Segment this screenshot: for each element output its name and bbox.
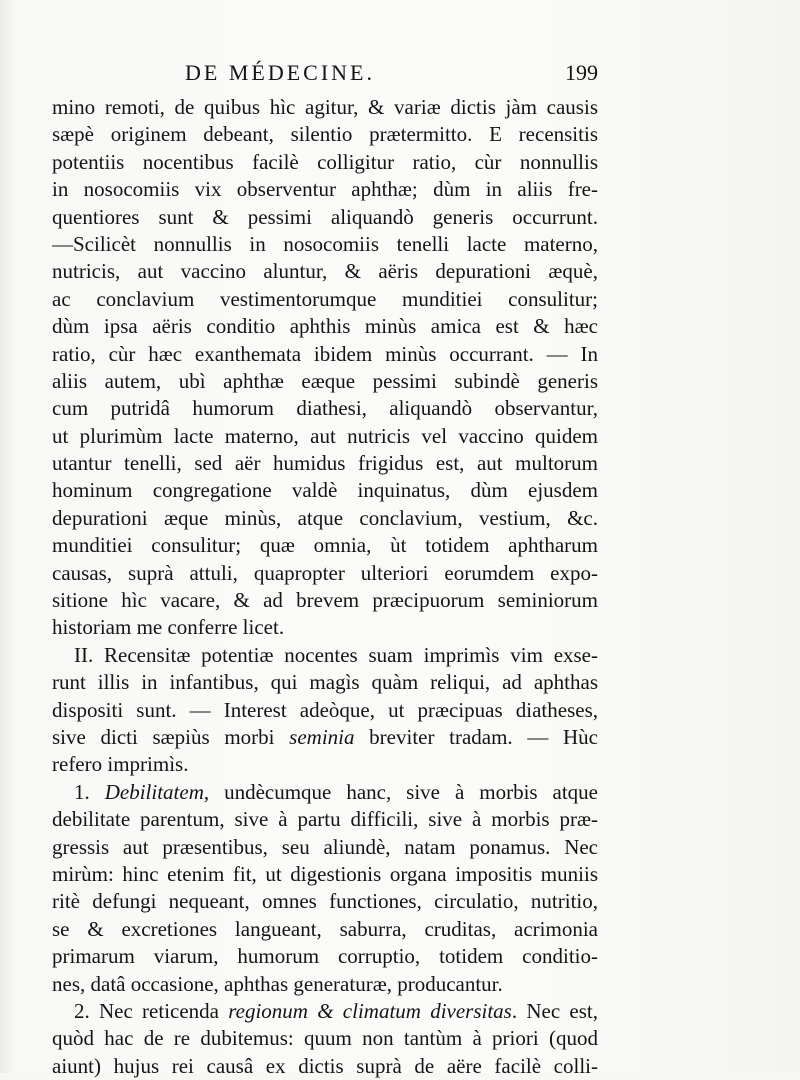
text-line: [52, 423, 598, 450]
text-line: [52, 176, 598, 203]
page-header: [50, 60, 600, 92]
body-text: [52, 94, 598, 1080]
text-line: [52, 779, 598, 806]
text-segment: runt illis in infantibus, qui magìs quàm reliqui, ad aphthas: [52, 670, 598, 695]
text-segment: dùm ipsa aëris conditio aphthis minùs amica est & hæc: [52, 314, 598, 339]
text-segment: primarum viarum, humorum corruptio, totidem conditio-: [52, 944, 598, 969]
text-line: [52, 834, 598, 861]
text-segment: aliis autem, ubì aphthæ eæque pessimi subindè generis: [52, 368, 598, 393]
text-line: [52, 286, 598, 313]
text-line: [52, 505, 598, 532]
text-line: [52, 1025, 598, 1052]
text-segment: mirùm: hinc etenim fit, ut digestionis organa impositis muniis: [52, 861, 598, 886]
text-segment: sitione hìc vacare, & ad brevem præcipuorum seminiorum: [52, 588, 598, 613]
text-line: [52, 642, 598, 669]
text-segment: munditiei consulitur; quæ omnia, ùt totidem aphtharum: [52, 533, 598, 558]
text-segment: nes, datâ occasione, aphthas generaturæ, producantur.: [52, 971, 503, 996]
text-line: [52, 532, 598, 559]
text-segment: —Scilicèt nonnullis in nosocomiis tenelli lacte materno,: [52, 231, 598, 256]
text-line: [52, 477, 598, 504]
text-segment: depurationi æque minùs, atque conclavium, vestium, &c.: [52, 505, 598, 530]
text-line: [52, 751, 598, 778]
text-segment: ac conclavium vestimentorumque munditiei consulitur;: [52, 286, 598, 311]
italic-text: Debilitatem: [104, 779, 204, 804]
text-segment: gressis aut præsentibus, seu aliundè, natam ponamus. Nec: [52, 834, 598, 859]
text-line: [52, 204, 598, 231]
text-line: [52, 998, 598, 1025]
text-segment: 1.: [74, 779, 105, 804]
text-segment: in nosocomiis vix observentur aphthæ; dùm in aliis fre-: [52, 177, 598, 202]
text-segment: quentiores sunt & pessimi aliquandò generis occurrunt.: [52, 204, 598, 229]
text-segment: utantur tenelli, sed aër humidus frigidus est, aut multorum: [52, 451, 598, 476]
page-number: 199: [565, 60, 598, 85]
text-segment: sæpè originem debeant, silentio prætermitto. E recensitis: [52, 122, 598, 147]
text-segment: sive dicti sæpiùs morbi: [52, 724, 290, 749]
text-segment: II. Recensitæ potentiæ nocentes suam imprimìs vim exse-: [74, 642, 598, 667]
text-segment: nutricis, aut vaccino aluntur, & aëris depurationi æquè,: [52, 259, 598, 284]
text-segment: historiam me conferre licet.: [52, 615, 285, 640]
text-segment: aiunt) hujus rei causâ ex dictis suprà de aëre facilè colli-: [52, 1053, 598, 1078]
running-title: DE MÉDECINE.: [185, 60, 375, 85]
text-line: [52, 587, 598, 614]
text-line: [52, 121, 598, 148]
text-line: [52, 1053, 598, 1080]
text-line: [52, 149, 598, 176]
text-line: [52, 395, 598, 422]
text-segment: potentiis nocentibus facilè colligitur ratio, cùr nonnullis: [52, 149, 598, 174]
text-line: [52, 724, 598, 751]
text-line: [52, 861, 598, 888]
text-line: [52, 258, 598, 285]
text-line: [52, 94, 598, 121]
text-segment: . Nec est,: [511, 998, 598, 1023]
text-segment: se & excretiones langueant, saburra, cruditas, acrimonia: [52, 916, 598, 941]
text-line: [52, 368, 598, 395]
italic-text: seminia: [289, 724, 355, 749]
text-line: [52, 313, 598, 340]
text-segment: mino remoti, de quibus hìc agitur, & variæ dictis jàm causis: [52, 95, 598, 119]
text-segment: causas, suprà attuli, quapropter ulteriori eorumdem expo-: [52, 560, 598, 585]
text-segment: hominum congregatione valdè inquinatus, dùm ejusdem: [52, 478, 598, 503]
text-line: [52, 614, 598, 641]
text-segment: ritè defungi nequeant, omnes functiones, circulatio, nutritio,: [52, 889, 598, 914]
text-segment: cum putridâ humorum diathesi, aliquandò observantur,: [52, 396, 598, 421]
text-line: [52, 231, 598, 258]
text-line: [52, 916, 598, 943]
text-segment: ratio, cùr hæc exanthemata ibidem minùs occurrant. — In: [52, 341, 598, 366]
text-line: [52, 341, 598, 368]
text-segment: dispositi sunt. — Interest adeòque, ut præcipuas diatheses,: [52, 697, 598, 722]
text-line: [52, 669, 598, 696]
text-line: [52, 943, 598, 970]
text-line: [52, 697, 598, 724]
text-line: [52, 888, 598, 915]
text-segment: 2. Nec reticenda: [74, 998, 229, 1023]
text-line: [52, 560, 598, 587]
text-segment: debilitate parentum, sive à partu difficili, sive à morbis præ-: [52, 807, 598, 832]
text-line: [52, 971, 598, 998]
text-line: [52, 806, 598, 833]
text-segment: ut plurimùm lacte materno, aut nutricis vel vaccino quidem: [52, 423, 598, 448]
text-line: [52, 450, 598, 477]
text-segment: quòd hac de re dubitemus: quum non tantùm à priori (quod: [52, 1026, 598, 1051]
italic-text: regionum & climatum diversitas: [228, 998, 512, 1023]
text-segment: , undècumque hanc, sive à morbis atque: [203, 779, 598, 804]
text-segment: refero imprimìs.: [52, 752, 189, 777]
text-segment: breviter tradam. — Hùc: [354, 724, 598, 749]
